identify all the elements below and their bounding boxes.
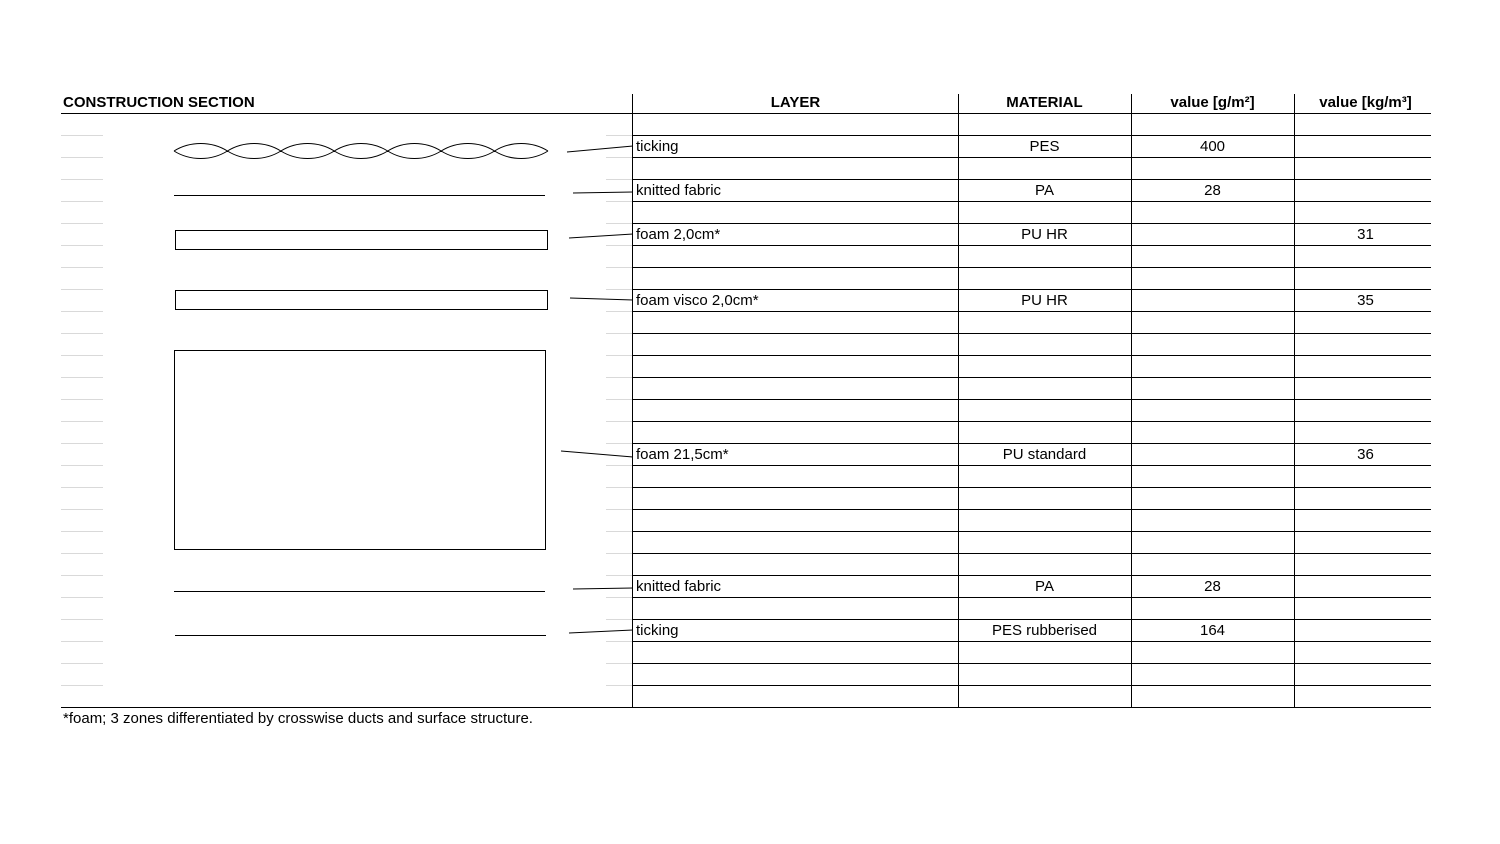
row-material: PU HR: [1021, 226, 1068, 243]
leader-line: [567, 146, 633, 152]
section-title: CONSTRUCTION SECTION: [63, 94, 255, 111]
row-layer: knitted fabric: [636, 182, 722, 199]
row-layer: ticking: [636, 622, 679, 639]
row-material: PU HR: [1021, 292, 1068, 309]
ticking-wave-diagram: [174, 144, 548, 159]
leader-line: [561, 451, 633, 457]
leader-line: [570, 298, 633, 300]
column-header-value-kgm3: value [kg/m³]: [1319, 94, 1412, 111]
foam-visco-layer-diagram: [176, 291, 548, 310]
row-layer: knitted fabric: [636, 578, 722, 595]
row-layer: ticking: [636, 138, 679, 155]
row-material: PA: [1035, 182, 1054, 199]
row-value-gm2: 164: [1199, 622, 1226, 639]
foam-core-diagram: [175, 351, 546, 550]
row-layer: foam 2,0cm*: [636, 226, 721, 243]
row-value-gm2: 28: [1204, 182, 1221, 199]
row-material: PA: [1035, 578, 1054, 595]
row-value-kgm3: 35: [1357, 292, 1374, 309]
column-header-value-gm2: value [g/m²]: [1170, 94, 1255, 111]
row-value-gm2: 400: [1199, 138, 1226, 155]
row-value-kgm3: 36: [1357, 446, 1374, 463]
leader-line: [573, 588, 633, 589]
leader-line: [569, 234, 633, 238]
foam-layer-diagram: [176, 231, 548, 250]
row-value-kgm3: 31: [1357, 226, 1374, 243]
leader-line: [569, 630, 633, 633]
row-material: PES: [1029, 138, 1060, 155]
column-header-layer: LAYER: [770, 94, 821, 111]
footnote: *foam; 3 zones differentiated by crosswise ducts and surface structure.: [63, 710, 533, 727]
row-layer: foam visco 2,0cm*: [636, 292, 759, 309]
column-header-material: MATERIAL: [1006, 94, 1083, 111]
row-layer: foam 21,5cm*: [636, 446, 729, 463]
row-material: PES rubberised: [991, 622, 1098, 639]
row-material: PU standard: [1002, 446, 1087, 463]
leader-line: [573, 192, 633, 193]
row-value-gm2: 28: [1204, 578, 1221, 595]
